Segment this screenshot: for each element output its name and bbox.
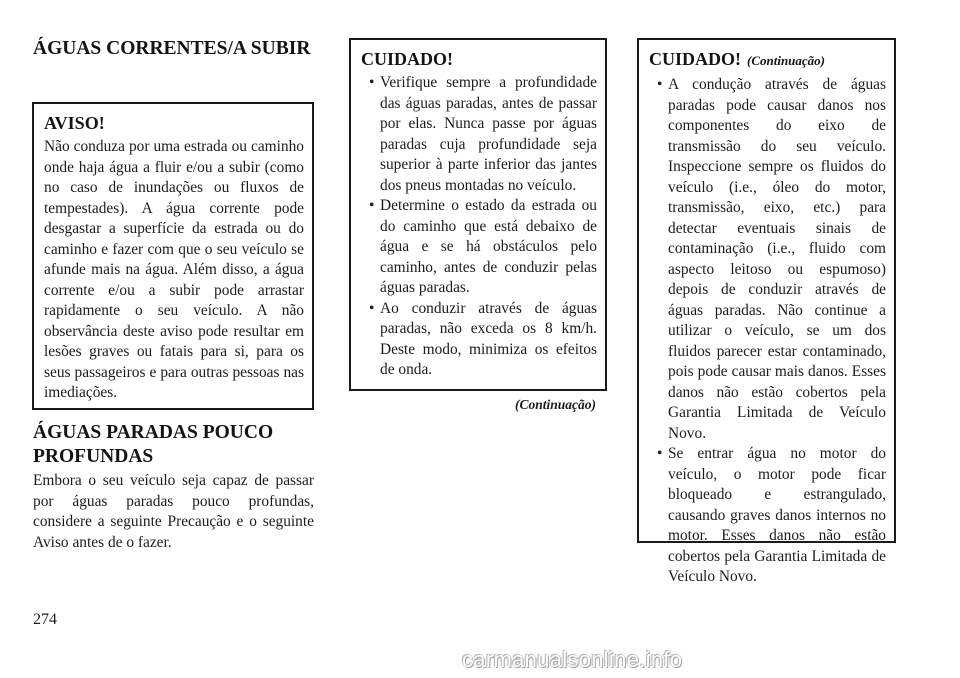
caution-item: • Verifique sempre a profundidade das águas paradas, antes de passar por elas. Nunca passe por águas paradas cuja profundidade seja superior à parte inferior das jantes dos pneus montadas no veículo. — [361, 73, 597, 196]
warning-text: Não conduza por uma estrada ou caminho onde haja água a fluir e/ou a subir (como no caso de inundações ou fluxos de tempestades). A água corrente pode desgastar a superfície da estrada ou do caminho e fazer com que o seu veículo se afunde mais na água. Além disso, a água corrente e/ou a subir pode arrastar rapidamente o seu veículo. A não observância deste aviso pode resultar em lesões graves ou fatais para si, para os seus passageiros e para outras pessoas nas imediações. — [44, 138, 304, 401]
caution-item: • A condução através de águas paradas pode causar danos nos componentes do eixo de transmissão do seu veículo. Inspeccione sempre os fluidos do veículo (i.e., óleo do motor, transmissão, eixo, etc.) para detectar eventuais sinais de contaminação (i.e., fluido com aspecto leitoso ou espumoso) depois de conduzir através de águas paradas. Não continue a utilizar o veículo, se um dos fluidos parecer estar contaminado, pois pode causar mais danos. Esses danos não estão cobertos pela Garantia Limitada de Veículo Novo. — [649, 75, 886, 444]
caution-item: • Ao conduzir através de águas paradas, não exceda os 8 km/h. Deste modo, minimiza os efeitos de onda. — [361, 299, 597, 381]
section-heading-standing-water: ÁGUAS PARADAS POUCO PROFUNDAS — [33, 422, 274, 467]
caution-title-continued — [649, 48, 886, 72]
warning-title: AVISO! — [44, 113, 105, 133]
caution-title: CUIDADO! — [649, 49, 741, 69]
caution-item: • Se entrar água no motor do veículo, o motor pode ficar bloqueado e estrangulado, causando graves danos internos no motor. Esses danos não estão cobertos pela Garantia Limitada de Veículo Novo. — [649, 444, 886, 588]
continuation-label: (Continuação) — [747, 53, 826, 68]
caution-list — [361, 73, 597, 381]
caution-item: • Determine o estado da estrada ou do caminho que está debaixo de água e se há obstáculos pelo caminho, antes de conduzir pelas águas paradas. — [361, 196, 597, 299]
standing-water-intro: Embora o seu veículo seja capaz de passar por águas paradas pouco profundas, considere a seguinte Precaução e o seguinte Aviso antes de o fazer. — [33, 472, 314, 551]
continuation-note: (Continuação) — [515, 397, 597, 412]
page-number: 274 — [33, 611, 57, 628]
warning-box — [32, 102, 314, 410]
caution-box-1 — [349, 38, 607, 391]
caution-title: CUIDADO! — [361, 49, 453, 69]
caution-box-2 — [637, 38, 896, 585]
site-watermark: carmanualsonline.info — [462, 647, 683, 672]
section-heading-running-water: ÁGUAS CORRENTES/A SUBIR — [33, 38, 311, 59]
caution-list — [649, 75, 886, 588]
